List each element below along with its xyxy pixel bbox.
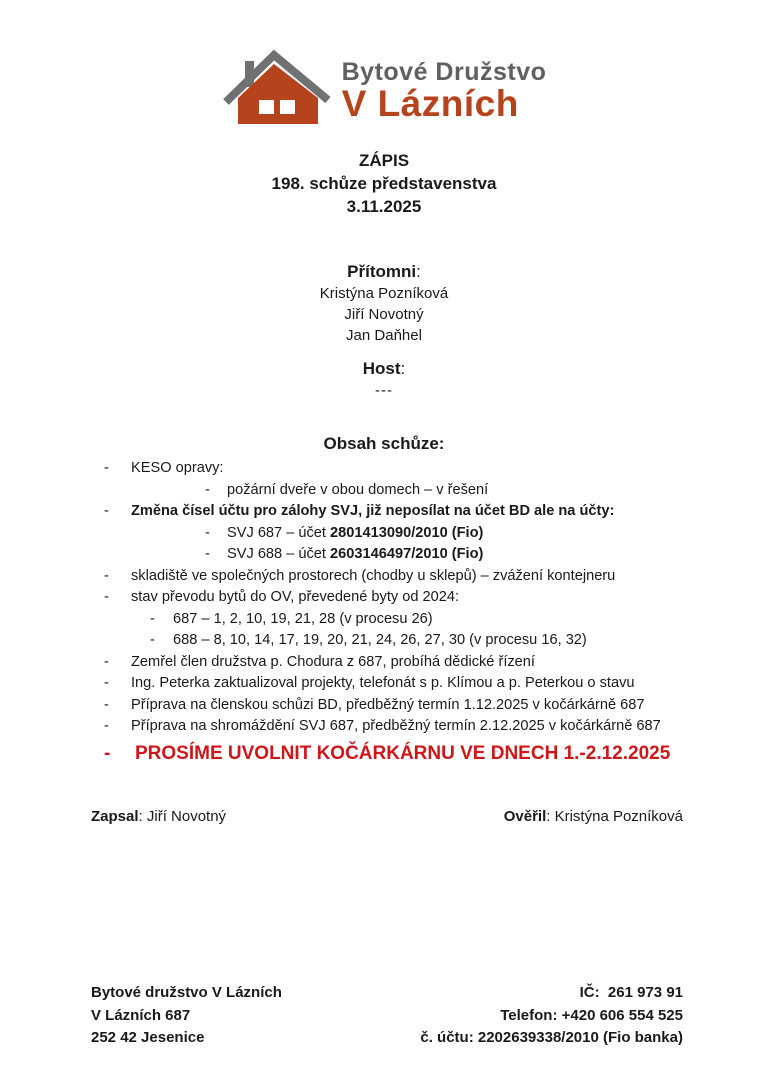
footer-street: V Lázních 687 (91, 1006, 191, 1024)
dash-bullet: - (104, 696, 109, 713)
doc-subtitle: 198. schůze představenstva (271, 174, 497, 193)
dash-bullet: - (104, 589, 109, 605)
dash-bullet: - (150, 632, 155, 648)
agenda-item: - SVJ 688 – účet 2603146497/2010 (Fio) (0, 544, 768, 566)
footer-bank-account: č. účtu: 2202639338/2010 (Fio banka) (420, 1029, 683, 1046)
dash-bullet: - (104, 567, 109, 584)
doc-date: 3.11.2025 (346, 197, 422, 216)
agenda-list (0, 458, 768, 767)
agenda-item: - SVJ 687 – účet 2801413090/2010 (Fio) (0, 523, 768, 545)
footer-phone: Telefon: +420 606 554 525 (500, 1006, 683, 1024)
dash-bullet: - (104, 675, 109, 691)
dash-bullet: - (104, 460, 109, 476)
attendee-name: Jan Daňhel (346, 327, 422, 344)
host-heading: Host: (362, 359, 406, 378)
attendees-heading: Přítomni: (347, 262, 421, 281)
attendees-section (0, 260, 768, 346)
house-logo-icon (222, 44, 332, 139)
logo-text (342, 59, 547, 124)
agenda-item: - skladiště ve společných prostorech (chodby u sklepů) – zvážení kontejneru (0, 566, 768, 588)
recorded-by: Zapsal: Jiří Novotný (91, 808, 227, 825)
footer-coop-name: Bytové družstvo V Lázních (91, 984, 282, 1001)
footer-contact (420, 982, 683, 1050)
footer-city: 252 42 Jesenice (91, 1029, 205, 1046)
agenda-item: - stav převodu bytů do OV, převedené byty od 2024: (0, 587, 768, 609)
signatures-row (91, 806, 683, 827)
host-section (0, 357, 768, 401)
logo (0, 44, 768, 139)
attendee-name: Jiří Novotný (344, 306, 424, 323)
agenda-section (0, 432, 768, 767)
footer-company-id: IČ: 261 973 91 (579, 984, 683, 1001)
dash-bullet: - (104, 503, 109, 519)
title-block (0, 149, 768, 218)
logo-line-name: V Lázních (341, 83, 519, 125)
agenda-item: - 687 – 1, 2, 10, 19, 21, 28 (v procesu 26) (0, 609, 768, 631)
agenda-item-warning: - PROSÍME UVOLNIT KOČÁRKÁRNU VE DNECH 1.-2.12.2025 (0, 741, 768, 767)
attendee-name: Kristýna Pozníková (319, 285, 449, 302)
agenda-item: - KESO opravy: (0, 458, 768, 480)
agenda-heading: Obsah schůze: (323, 434, 445, 453)
agenda-item: - Změna čísel účtu pro zálohy SVJ, již neposílat na účet BD ale na účty: (0, 501, 768, 523)
footer-address (91, 982, 282, 1050)
attendee-list (0, 283, 768, 346)
dash-bullet: - (205, 546, 210, 562)
dash-bullet: - (150, 610, 155, 627)
dash-bullet: - (205, 524, 210, 541)
verified-by: Ověřil: Kristýna Pozníková (503, 808, 683, 825)
agenda-item: - 688 – 8, 10, 14, 17, 19, 20, 21, 24, 26, 27, 30 (v procesu 16, 32) (0, 630, 768, 652)
agenda-item: - Zemřel člen družstva p. Chodura z 687, probíhá dědické řízení (0, 652, 768, 674)
agenda-item: - požární dveře v obou domech – v řešení (0, 480, 768, 502)
footer (91, 982, 683, 1050)
dash-bullet: - (104, 742, 111, 764)
agenda-item: - Příprava na shromáždění SVJ 687, předběžný termín 2.12.2025 v kočárkárně 687 (0, 716, 768, 738)
doc-title: ZÁPIS (358, 151, 410, 170)
agenda-item: - Ing. Peterka zaktualizoval projekty, telefonát s p. Klímou a p. Peterkou o stavu (0, 673, 768, 695)
host-value: --- (375, 382, 393, 399)
dash-bullet: - (104, 718, 109, 734)
dash-bullet: - (205, 481, 210, 498)
logo-line-coop: Bytové Družstvo (341, 57, 547, 86)
agenda-item: - Příprava na členskou schůzi BD, předběžný termín 1.12.2025 v kočárkárně 687 (0, 695, 768, 717)
dash-bullet: - (104, 653, 109, 670)
